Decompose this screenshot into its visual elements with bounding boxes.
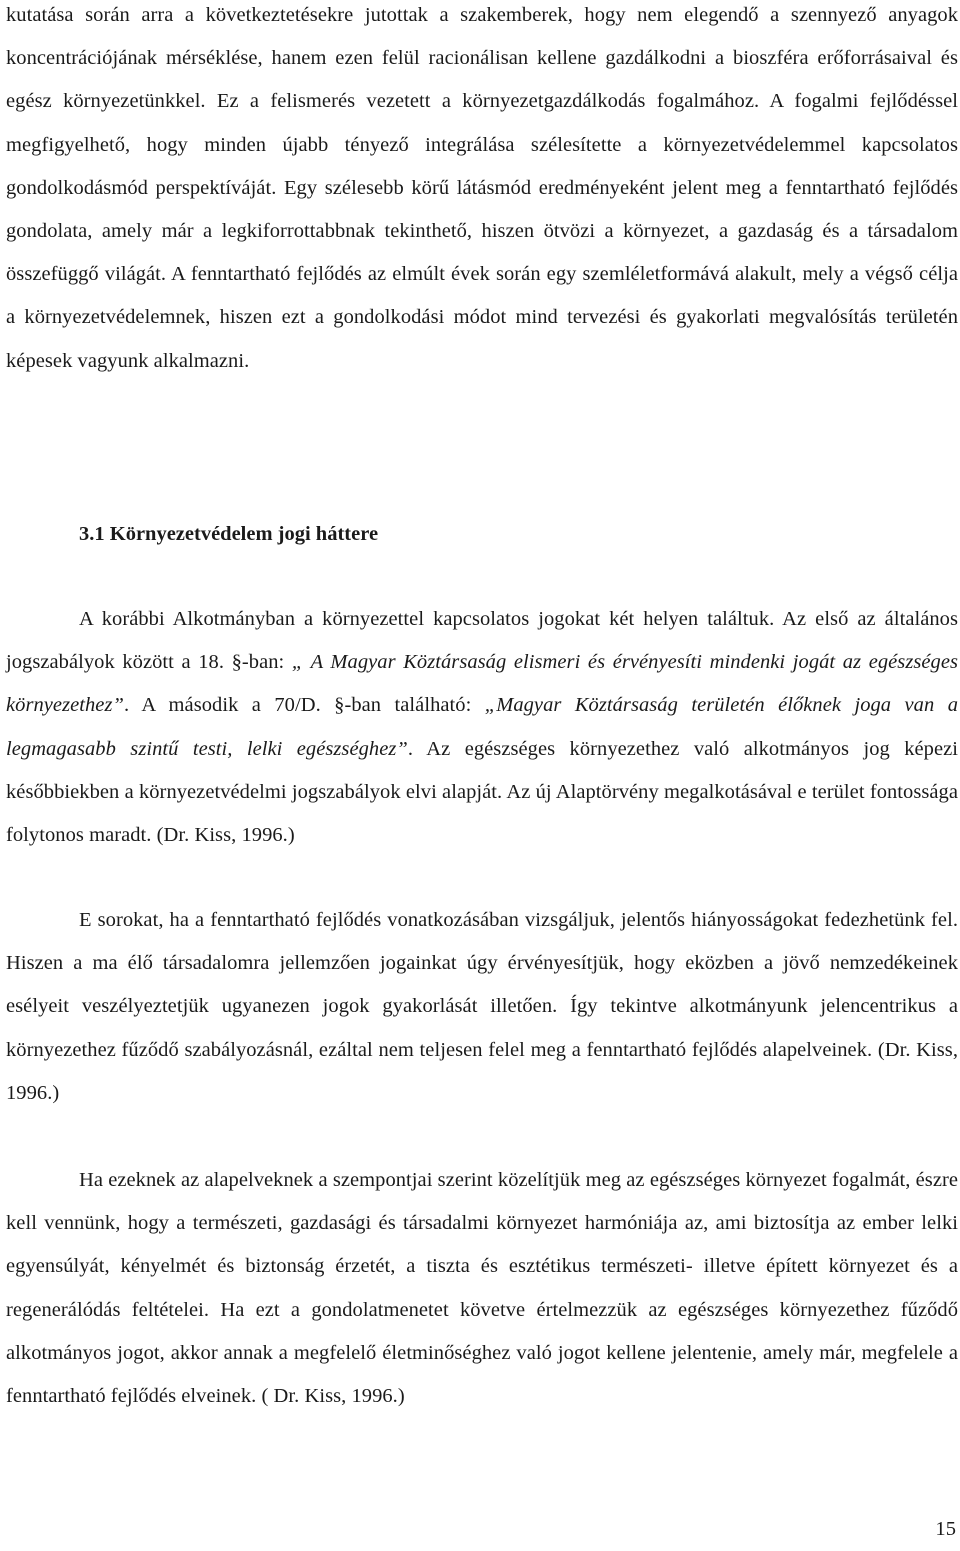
constitution-quote-70d: „Magyar Köztársaság területén élőknek joga van a legmagasabb szintű testi, lelki egészséghez” [6, 694, 958, 760]
paragraph-principles: Ha ezeknek az alapelveknek a szempontjai szerint közelítjük meg az egészséges környezet fogalmát, észre kell vennünk, hogy a természeti, gazdasági és társadalmi környezet harmóniája az, ami biztosítja az ember lelki egyensúlyát, kényelmét és biztonság érzetét, a tiszta és esztétikus természeti- illetve épített környezet és a regenerálódás feltételei. Ha ezt a gondolatmenetet követve értelmezzük az egészséges környezethez fűződő alkotmányos jogot, akkor annak a megfelelő életminőséghez való jogot kellene jelentenie, amely már, megfelele a fenntartható fejlődés elveinek. ( Dr. Kiss, 1996.) [6, 1169, 958, 1408]
page-number: 15 [935, 1518, 956, 1540]
paragraph-shortcomings: E sorokat, ha a fenntartható fejlődés vonatkozásában vizsgáljuk, jelentős hiányosságokat fedezhetünk fel. Hiszen a ma élő társadalomra jellemzően jogainkat úgy érvényesítjük, hogy eközben a jövő nemzedékeinek esélyeit veszélyeztetjük ugyanezen jogok gyakorlását illetően. Így tekintve alkotmányunk jelencentrikus a környezethez fűződő szabályozásnál, ezáltal nem teljesen felel meg a fenntartható fejlődés alapelveinek. (Dr. Kiss, 1996.) [6, 909, 958, 1104]
paragraph-environmental-management: kutatása során arra a következtetésekre jutottak a szakemberek, hogy nem elegendő a szennyező anyagok koncentrációjának mérséklése, hanem ezen felül racionálisan kellene gazdálkodni a bioszféra erőforrásaival és egész környezetünkkel. Ez a felismerés vezetett a környezetgazdálkodás fogalmához. A fogalmi fejlődéssel megfigyelhető, hogy minden újabb tényező integrálása szélesítette a környezetvédelemmel kapcsolatos gondolkodásmód perspektíváját. Egy szélesebb körű látásmód eredményeként jelent meg a fenntartható fejlődés gondolata, amely már a legkiforrottabbnak tekinthető, hiszen ötvözi a környezet, a gazdaság és a társadalom összefüggő világát. A fenntartható fejlődés az elmúlt évek során egy szemléletformává alakult, mely a végső célja a környezetvédelemnek, hiszen ezt a gondolkodási módot mind tervezési és gyakorlati megvalósítás területén képesek vagyunk alkalmazni. [6, 4, 958, 372]
constitution-text-3: . Az egészséges környezethez való alkotmányos jog képezi későbbiekben a környezetvédelmi jogszabályok elvi alapját. Az új Alaptörvény megalkotásával e terület fontossága folytonos maradt. (Dr. Kiss, 1996.) [6, 737, 958, 847]
paragraph-constitution [6, 598, 958, 857]
constitution-text-2: . A második a 70/D. §-ban található: [123, 694, 485, 717]
constitution-quote-18: „ A Magyar Köztársaság elismeri és érvényesíti mindenki jogát az egészséges környezethez” [6, 651, 958, 717]
section-heading: 3.1 Környezetvédelem jogi háttere [79, 523, 379, 545]
constitution-text-1: A korábbi Alkotmányban a környezettel kapcsolatos jogokat két helyen találtuk. Az első az általános jogszabályok között a 18. §-ban: [6, 608, 958, 674]
